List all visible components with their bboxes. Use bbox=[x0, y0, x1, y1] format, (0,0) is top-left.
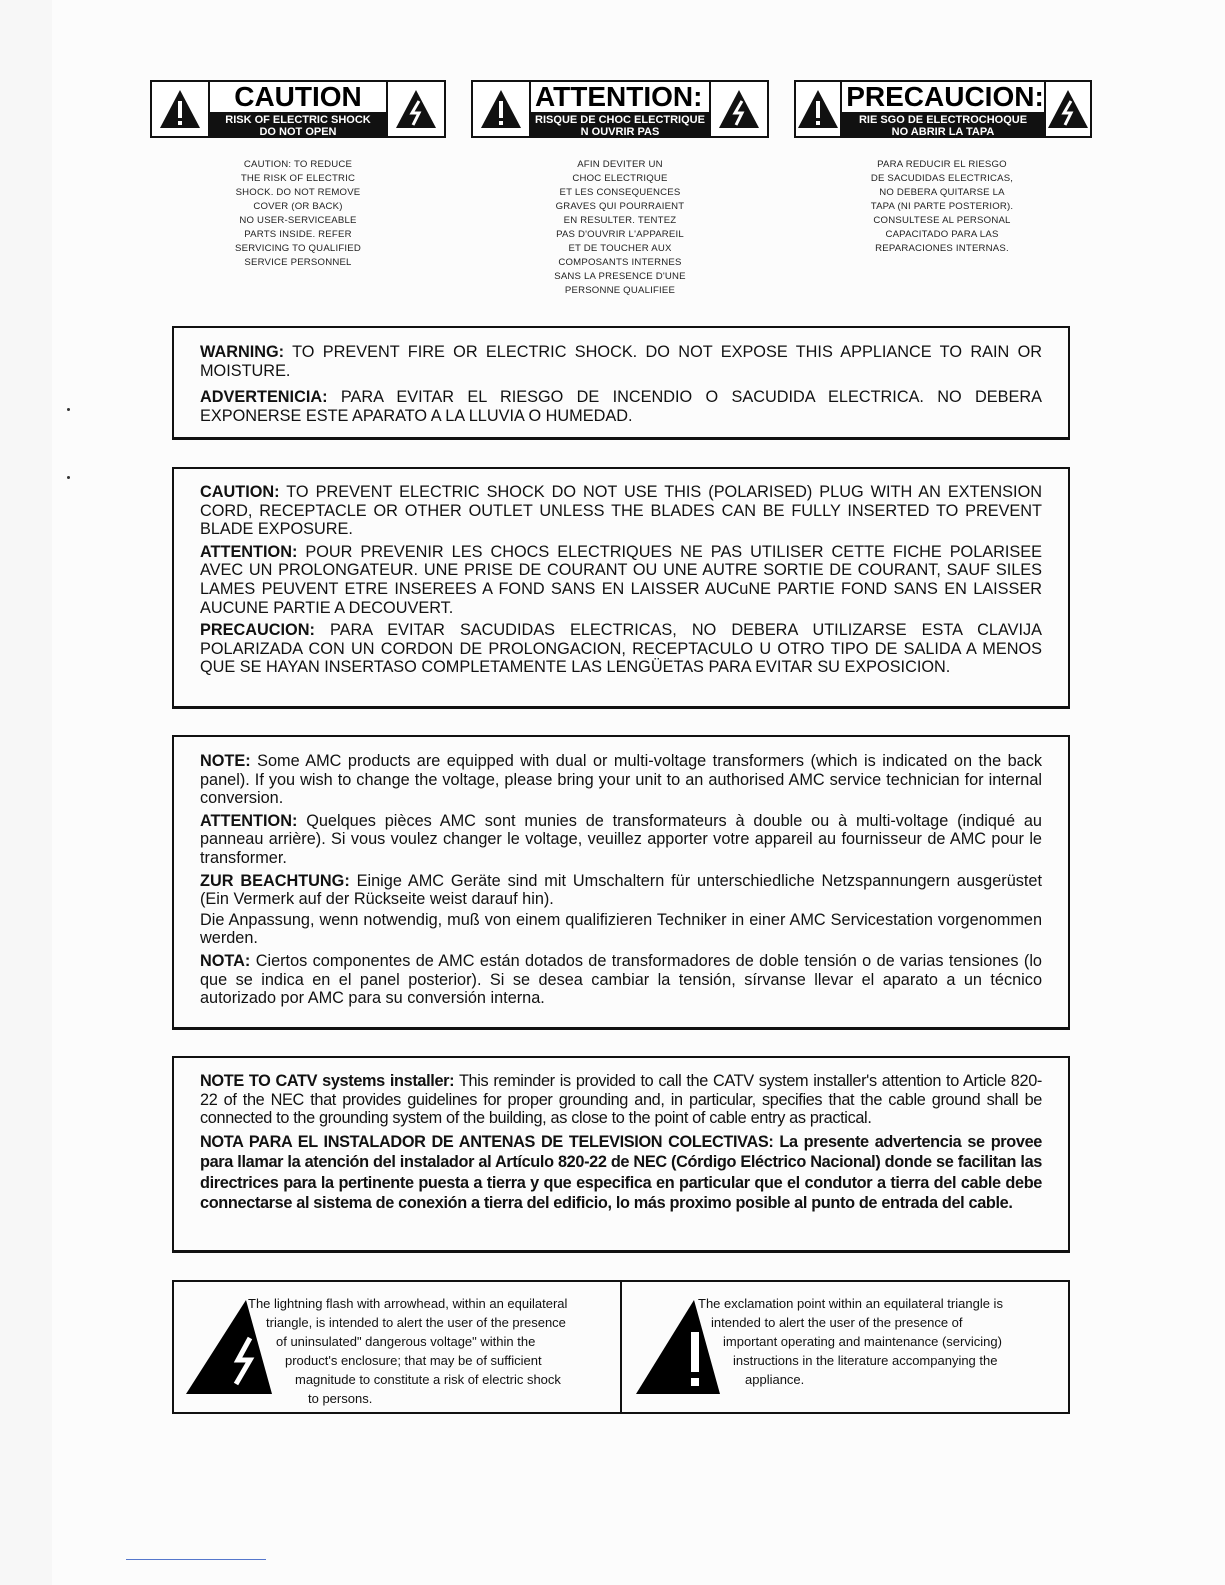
catv-text: This reminder is provided to call the CATV system installer's attention to Article 820-22 of the NEC that provides guidelines for proper grounding and, in particular, specifies that the cable ground shall be connected to the grounding system of the building, as close to the point of cable entry as practical. bbox=[200, 1072, 1042, 1128]
label-line: RISK OF ELECTRIC SHOCK bbox=[225, 114, 371, 126]
caution-label-text: CAUTION: bbox=[200, 483, 280, 501]
warning-paragraph-es bbox=[200, 388, 1042, 425]
note-label: NOTA: bbox=[200, 951, 251, 970]
text-line: NO USER-SERVICEABLE bbox=[239, 215, 357, 226]
text-line: magnitude to constitute a risk of electric shock bbox=[295, 1372, 561, 1387]
warning-label: ADVERTENICIA: bbox=[200, 388, 328, 407]
text-line: SERVICING TO QUALIFIED bbox=[235, 243, 361, 254]
caution-label bbox=[150, 80, 446, 138]
note-paragraph-de bbox=[200, 872, 1042, 909]
text-line: SANS LA PRESENCE D'UNE bbox=[554, 271, 686, 282]
note-label: NOTE: bbox=[200, 752, 251, 770]
label-line: DO NOT OPEN bbox=[259, 126, 337, 138]
catv-paragraph-en bbox=[200, 1072, 1042, 1128]
warning-paragraph-en bbox=[200, 343, 1042, 380]
attention-text: POUR PREVENIR LES CHOCS ELECTRIQUES NE PAS UTILISER CETTE FICHE POLARISEE AVEC UN PROLONGATEUR. UNE PRISE DE COURANT OU UNE AUTRE SORTIE DE COURANT, SAUF SILES LAMES PEUVENT ETRE INSEREES A FOND SANS EN LAISSER AUCuNE PARTIE FOND SANS EN LAISSER AUCUNE PARTIE A DECOUVERT. bbox=[200, 542, 1042, 617]
text-line: triangle, is intended to alert the user of the presence bbox=[266, 1315, 566, 1330]
note-text: Ciertos componentes de AMC están dotados de transformadores de doble tensión o de varias tensiones (lo que se indica en el panel posterior). Si se desea cambiar la tensión, sírvanse llevar el aparato a un técnico autorizado por AMC para su conversión interna. bbox=[200, 951, 1042, 1008]
lightning-triangle-icon bbox=[388, 82, 444, 136]
note-paragraph-en bbox=[200, 752, 1042, 808]
footer-rule bbox=[126, 1559, 266, 1560]
catv-note-box bbox=[172, 1056, 1070, 1253]
text-line: instructions in the literature accompanying the bbox=[733, 1353, 998, 1368]
text-line: COMPOSANTS INTERNES bbox=[558, 257, 682, 268]
plug-paragraph-en bbox=[200, 483, 1042, 539]
precaucion-label bbox=[794, 80, 1092, 138]
text-line: CAPACITADO PARA LAS bbox=[885, 229, 999, 240]
text-line: PARTS INSIDE. REFER bbox=[244, 229, 352, 240]
attention-label-text: ATTENTION: bbox=[200, 542, 298, 561]
text-line: to persons. bbox=[308, 1391, 373, 1406]
label-line: N OUVRIR PAS bbox=[580, 126, 660, 138]
note-paragraph-de-2 bbox=[200, 911, 1042, 948]
label-title: PRECAUCION: bbox=[840, 82, 1046, 112]
text-line: THE RISK OF ELECTRIC bbox=[240, 173, 356, 184]
lightning-explanation-text bbox=[248, 1294, 567, 1408]
caution-small-text bbox=[218, 158, 378, 270]
text-line: AFIN DEVITER UN bbox=[577, 159, 663, 170]
catv-text: La presente advertencia se provee para llamar la atención del instalador al Artículo 820-22 de NEC (Córdigo Eléctrico Nacional) donde se facilitan las directrices para la pertinente puesta a tierra y que especifica en particular que el condutor a tierra del cable debe connectarse al sistema de conexión a tierra del edificio, lo más proximo posible al punto de entrada del cable. bbox=[200, 1132, 1042, 1213]
note-paragraph-es bbox=[200, 952, 1042, 1008]
text-line: intended to alert the user of the presence of bbox=[711, 1315, 963, 1330]
text-line: TAPA (NI PARTE POSTERIOR). bbox=[870, 201, 1014, 212]
text-line: CAUTION: TO REDUCE bbox=[243, 159, 353, 170]
caution-text: TO PREVENT ELECTRIC SHOCK DO NOT USE THIS (POLARISED) PLUG WITH AN EXTENSION CORD, RECEPTACLE OR OTHER OUTLET UNLESS THE BLADES CAN BE FULLY INSERTED TO PREVENT BLADE EXPOSURE. bbox=[200, 483, 1042, 539]
note-text: Die Anpassung, wenn notwendig, muß von einem qualifizieren Techniker in einer AMC Servicestation vorgenommen werden. bbox=[200, 910, 1042, 948]
text-line: DE SACUDIDAS ELECTRICAS, bbox=[870, 173, 1014, 184]
warning-text: TO PREVENT FIRE OR ELECTRIC SHOCK. DO NOT EXPOSE THIS APPLIANCE TO RAIN OR MOISTURE. bbox=[200, 343, 1042, 380]
text-line: PARA REDUCIR EL RIESGO bbox=[877, 159, 1007, 170]
scan-dot bbox=[67, 476, 70, 479]
note-text: Einige AMC Geräte sind mit Umschaltern für unterschiedliche Netzspannungern ausgerüstet (Ein Vermerk auf der Rückseite weist darauf hin). bbox=[200, 871, 1043, 909]
text-line: REPARACIONES INTERNAS. bbox=[875, 243, 1009, 254]
symbol-explanation-box bbox=[172, 1280, 1070, 1414]
exclamation-triangle-icon bbox=[152, 82, 208, 136]
text-line: ET LES CONSEQUENCES bbox=[559, 187, 681, 198]
note-label: ZUR BEACHTUNG: bbox=[200, 871, 350, 890]
label-line: RIE SGO DE ELECTROCHOQUE bbox=[858, 114, 1028, 126]
note-text: Some AMC products are equipped with dual or multi-voltage transformers (which is indicated on the back panel). If you wish to change the voltage, please bring your unit to an authorised AMC service technician for internal conversion. bbox=[200, 752, 1042, 808]
text-line: ET DE TOUCHER AUX bbox=[568, 243, 672, 254]
text-line: product's enclosure; that may be of sufficient bbox=[285, 1353, 542, 1368]
label-title: CAUTION bbox=[208, 82, 388, 112]
precaucion-text: PARA EVITAR SACUDIDAS ELECTRICAS, NO DEBERA UTILIZARSE ESTA CLAVIJA POLARIZADA CON UN CORDON DE PROLONGACION, RECEPTACULO U OTRO TIPO DE SALIDA A MENOS QUE SE HAYAN INSERTASO COMPLETAMENTE LAS LENGÜETAS PARA EVITAR SU EXPOSICION. bbox=[200, 621, 1042, 677]
catv-label: NOTA PARA EL INSTALADOR DE ANTENAS DE TELEVISION COLECTIVAS: bbox=[200, 1132, 774, 1151]
text-line: SHOCK. DO NOT REMOVE bbox=[235, 187, 361, 198]
lightning-explanation bbox=[174, 1282, 620, 1412]
text-line: GRAVES QUI POURRAIENT bbox=[555, 201, 685, 212]
exclamation-triangle-icon bbox=[473, 82, 529, 136]
text-line: COVER (OR BACK) bbox=[253, 201, 343, 212]
text-line: important operating and maintenance (servicing) bbox=[723, 1334, 1002, 1349]
text-line: of uninsulated" dangerous voltage" within the bbox=[276, 1334, 536, 1349]
text-line: CONSULTESE AL PERSONAL bbox=[873, 215, 1011, 226]
text-line: EN RESULTER. TENTEZ bbox=[563, 215, 677, 226]
label-title: ATTENTION: bbox=[529, 82, 711, 112]
note-label: ATTENTION: bbox=[200, 811, 298, 830]
text-line: PAS D'OUVRIR L'APPAREIL bbox=[556, 229, 684, 240]
exclamation-explanation-text bbox=[698, 1294, 1003, 1389]
text-line: NO DEBERA QUITARSE LA bbox=[879, 187, 1005, 198]
label-line: NO ABRIR LA TAPA bbox=[891, 126, 995, 138]
note-text: Quelques pièces AMC sont munies de transformateurs à double ou à multi-voltage (indiqué au panneau arrière). Si vous voulez changer le voltage, veuillez apporter votre appareil au fournisseur de AMC pour le transformer. bbox=[200, 811, 1042, 867]
text-line: PERSONNE QUALIFIEE bbox=[564, 285, 676, 296]
scan-dot bbox=[67, 408, 70, 411]
plug-paragraph-es bbox=[200, 621, 1042, 677]
text-line: CHOC ELECTRIQUE bbox=[572, 173, 668, 184]
warning-box bbox=[172, 326, 1070, 440]
lightning-triangle-icon bbox=[711, 82, 767, 136]
attention-label bbox=[471, 80, 769, 138]
precaucion-small-text bbox=[856, 158, 1028, 256]
warning-label: WARNING: bbox=[200, 343, 285, 361]
exclamation-triangle-icon bbox=[796, 82, 840, 136]
text-line: SERVICE PERSONNEL bbox=[244, 257, 352, 268]
exclamation-explanation bbox=[620, 1282, 1068, 1412]
plug-paragraph-fr bbox=[200, 543, 1042, 617]
catv-label: NOTE TO CATV systems installer: bbox=[200, 1072, 455, 1090]
note-paragraph-fr bbox=[200, 812, 1042, 868]
label-line: RISQUE DE CHOC ELECTRIQUE bbox=[535, 114, 705, 126]
plug-caution-box bbox=[172, 467, 1070, 709]
warning-text: PARA EVITAR EL RIESGO DE INCENDIO O SACUDIDA ELECTRICA. NO DEBERA EXPONERSE ESTE APARATO A LA LLUVIA O HUMEDAD. bbox=[200, 388, 1042, 425]
text-line: appliance. bbox=[745, 1372, 805, 1387]
precaucion-label-text: PRECAUCION: bbox=[200, 621, 315, 640]
lightning-triangle-icon bbox=[1046, 82, 1090, 136]
text-line: The exclamation point within an equilateral triangle is bbox=[698, 1296, 1003, 1311]
attention-small-text bbox=[540, 158, 700, 298]
text-line: The lightning flash with arrowhead, within an equilateral bbox=[248, 1296, 568, 1311]
catv-paragraph-es bbox=[200, 1132, 1042, 1214]
voltage-note-box bbox=[172, 735, 1070, 1030]
